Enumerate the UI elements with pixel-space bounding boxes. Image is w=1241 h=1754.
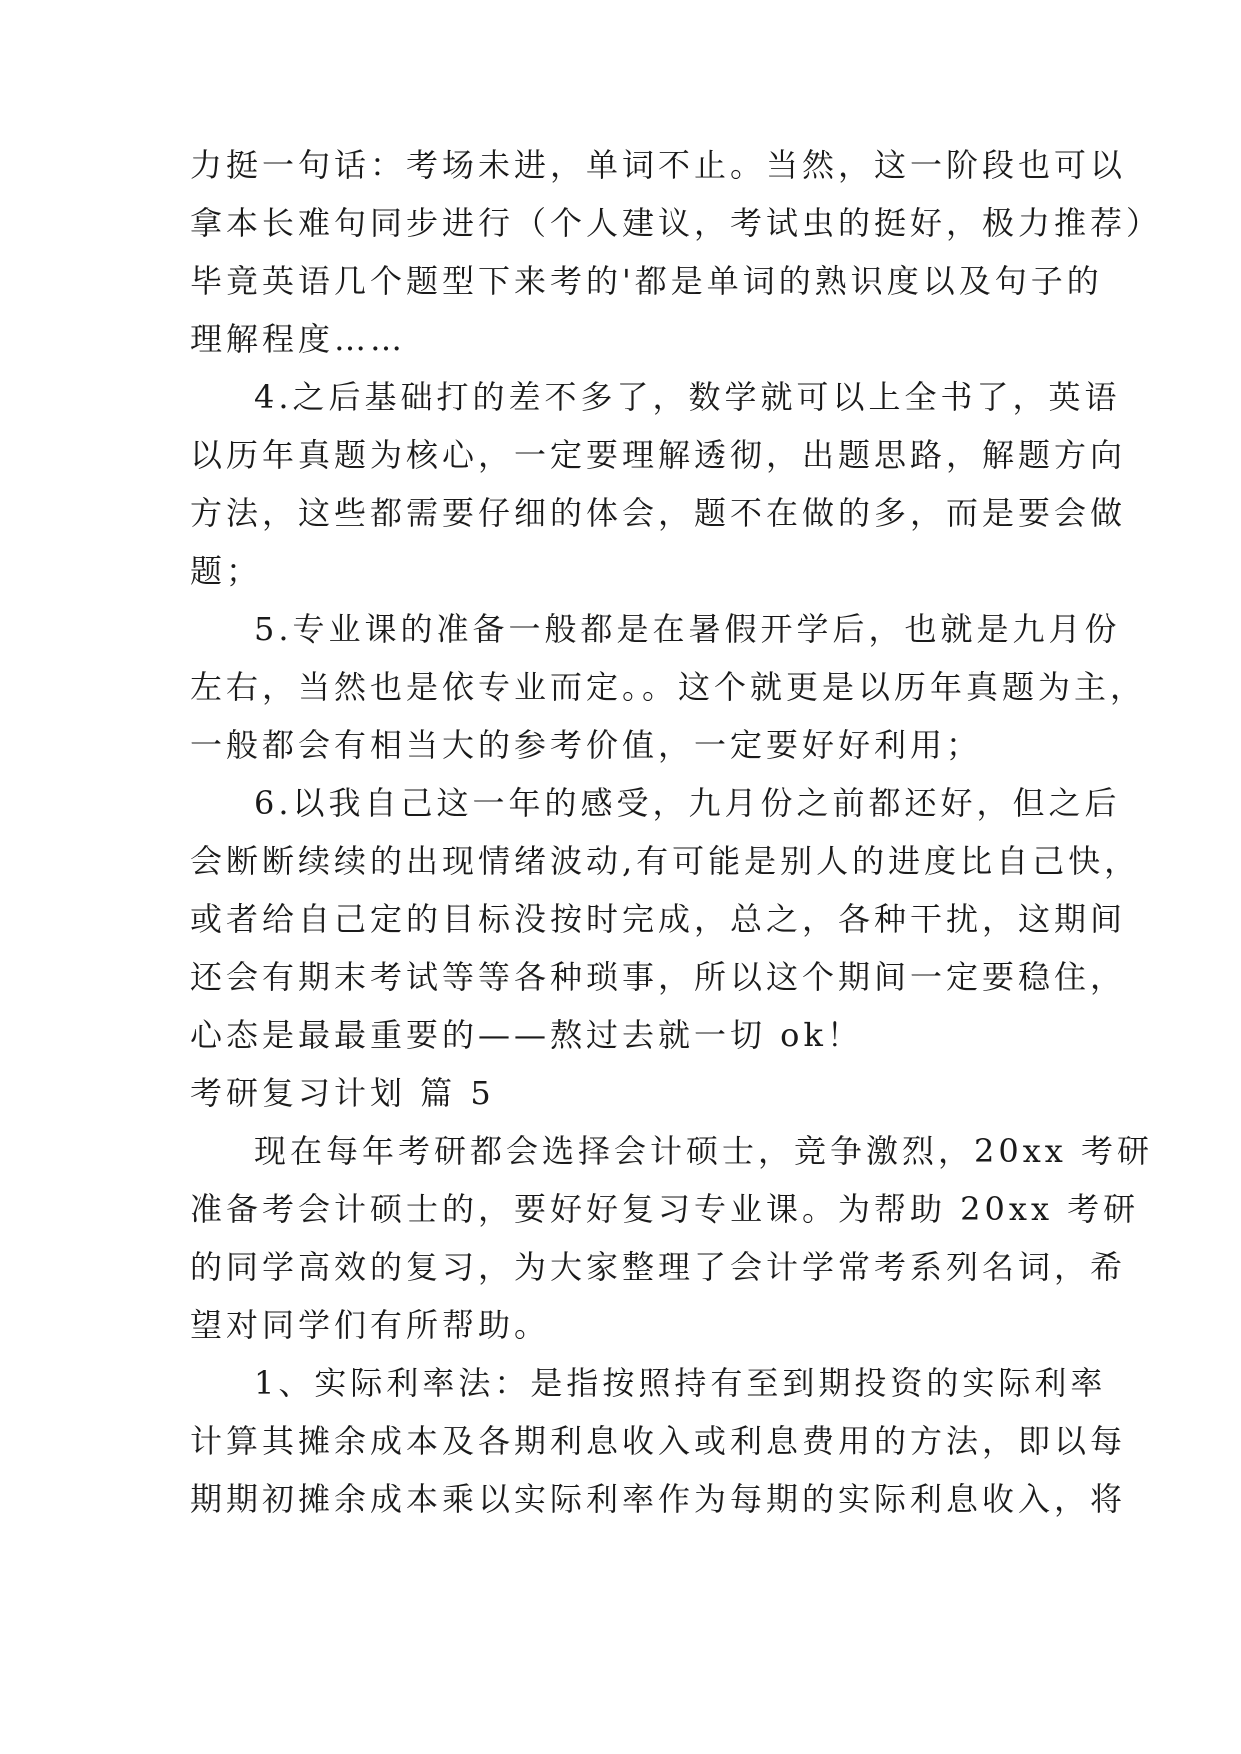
text-line: 以历年真题为核心，一定要理解透彻，出题思路，解题方向	[190, 436, 1127, 474]
text-line: 现在每年考研都会选择会计硕士，竞争激烈，20xx 考研	[254, 1132, 1153, 1170]
text-line: 理解程度……	[190, 320, 407, 358]
definition-paragraph-1	[190, 1354, 1127, 1528]
text-line: 题；	[190, 552, 263, 590]
text-line: 还会有期末考试等等各种琐事，所以这个期间一定要稳住，	[190, 958, 1127, 996]
section-heading: 考研复习计划 篇 5	[190, 1074, 495, 1112]
text-line: 准备考会计硕士的，要好好复习专业课。为帮助 20xx 考研	[190, 1190, 1140, 1228]
text-line: 期期初摊余成本乘以实际利率作为每期的实际利息收入，将	[190, 1480, 1127, 1518]
text-line: 1、实际利率法：是指按照持有至到期投资的实际利率	[254, 1364, 1107, 1402]
text-line: 左右，当然也是依专业而定。。这个就更是以历年真题为主，	[190, 668, 1147, 706]
paragraph-continuation	[190, 136, 1163, 368]
body-text	[190, 136, 1163, 1528]
text-line: 毕竟英语几个题型下来考的'都是单词的熟识度以及句子的	[190, 262, 1103, 300]
text-line: 力挺一句话：考场未进，单词不止。当然，这一阶段也可以	[190, 146, 1127, 184]
paragraph-item-6	[190, 774, 1141, 1064]
text-line: 计算其摊余成本及各期利息收入或利息费用的方法，即以每	[190, 1422, 1127, 1460]
text-line: 会断断续续的出现情绪波动,有可能是别人的进度比自己快，	[190, 842, 1141, 880]
text-line: 5.专业课的准备一般都是在暑假开学后，也就是九月份	[254, 610, 1121, 648]
text-line: 心态是最最重要的——熬过去就一切 ok！	[190, 1016, 863, 1054]
section-intro-paragraph	[190, 1122, 1153, 1354]
text-line: 望对同学们有所帮助。	[190, 1306, 551, 1344]
text-line: 或者给自己定的目标没按时完成，总之，各种干扰，这期间	[190, 900, 1127, 938]
text-line: 的同学高效的复习，为大家整理了会计学常考系列名词，希	[190, 1248, 1127, 1286]
text-line: 一般都会有相当大的参考价值，一定要好好利用；	[190, 726, 983, 764]
text-line: 6.以我自己这一年的感受，九月份之前都还好，但之后	[254, 784, 1121, 822]
paragraph-item-4	[190, 368, 1127, 600]
text-line: 4.之后基础打的差不多了，数学就可以上全书了，英语	[254, 378, 1121, 416]
text-line: 方法，这些都需要仔细的体会，题不在做的多，而是要会做	[190, 494, 1127, 532]
text-line: 拿本长难句同步进行（个人建议，考试虫的挺好，极力推荐）	[190, 204, 1163, 242]
paragraph-item-5	[190, 600, 1147, 774]
